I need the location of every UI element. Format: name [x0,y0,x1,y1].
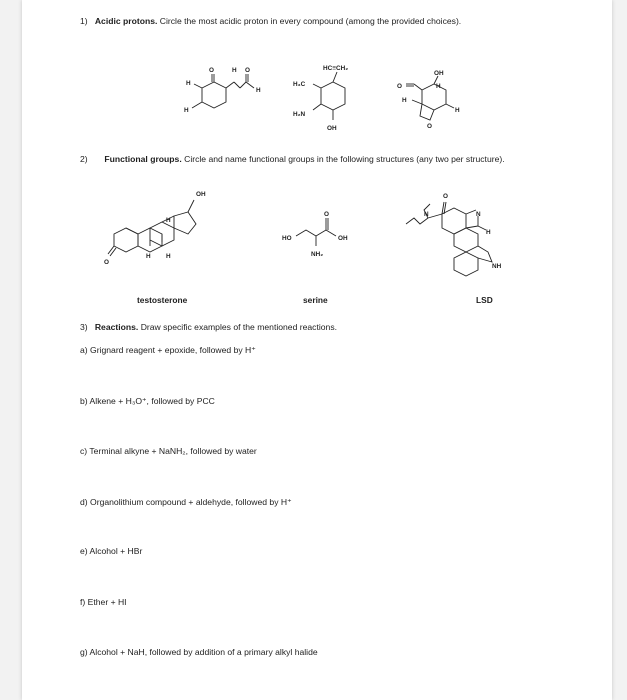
atom-oxygen: O [443,193,448,200]
backbone-bond [296,230,336,236]
bond [428,214,442,218]
atom-hydrogen: H [166,217,171,224]
question-1-text: Circle the most acidic proton in every compound (among the provided choices). [159,16,462,26]
reaction-c: c) Terminal alkyne + NaNH₂, followed by water [80,446,257,456]
question-2 [80,154,530,165]
ring-bond [422,84,446,110]
bond [234,82,240,88]
testosterone-label: testosterone [137,295,188,305]
q1-molecule-diketone [168,60,268,130]
hydroxyl-label: OH [196,191,206,198]
atom-oxygen: O [104,259,109,266]
hydroxyl-label: OH [327,125,337,132]
q1-molecule-aminocyclohexanol [285,58,375,138]
ring-a [454,252,478,276]
atom-nitrogen: N [476,211,481,218]
bond [108,246,114,254]
atom-oxygen: O [324,211,329,218]
ring-a [114,228,138,252]
question-3-text: Draw specific examples of the mentioned reactions. [140,322,338,332]
q1-molecule-bicyclic [392,64,482,134]
atom-hydrogen: H [232,67,237,74]
atom-hydrogen: H [402,97,407,104]
bond [412,100,422,104]
bond [226,82,234,88]
ring-c [454,228,478,252]
reaction-f: f) Ether + HI [80,597,127,607]
hydroxyl-label: OH [434,70,444,77]
ethyl-bond [406,218,428,224]
atom-hydrogen: H [184,107,189,114]
bond [188,200,194,212]
reaction-d: d) Organolithium compound + aldehyde, followed by H⁺ [80,497,292,507]
bond [466,210,476,214]
atom-oxygen: O [397,83,402,90]
question-2-number: 2) [80,154,88,164]
reaction-a: a) Grignard reagent + epoxide, followed by H⁺ [80,345,256,355]
q2-molecule-lsd [402,186,512,286]
question-3-number: 3) [80,322,88,332]
hydroxyl-label: HO [282,235,292,242]
lsd-label: LSD [476,295,493,305]
pyrrole-bond [478,246,492,262]
bond [110,248,116,256]
atom-hydrogen: H [256,87,261,94]
question-2-title: Functional groups. [104,154,182,164]
serine-label: serine [303,295,328,305]
question-1-title: Acidic protons. [94,16,158,26]
reaction-e: e) Alcohol + HBr [80,546,143,556]
alkyne-label: HC≡CH₂ [323,65,349,72]
bond [313,84,321,88]
reaction-b: b) Alkene + H₃O⁺, followed by PCC [80,396,215,406]
ring-d [174,212,196,234]
question-3 [80,322,337,333]
ring-oxygen: O [427,123,432,130]
atom-hydrogen: H [146,253,151,260]
bond [240,82,246,88]
question-2-text: Circle and name functional groups in the following structures (any two per structure). [184,154,505,164]
bond [414,84,422,90]
ring-bond [202,82,226,108]
reaction-g: g) Alcohol + NaH, followed by addition of a primary alkyl halide [80,647,318,657]
amine-label: H₂N [293,111,306,118]
q2-molecule-serine [282,206,372,266]
atom-oxygen: O [245,67,250,74]
bond [446,104,454,108]
bond [442,202,444,214]
atom-hydrogen: H [486,229,491,236]
atom-oxygen: O [209,67,214,74]
atom-hydrogen: H [186,80,191,87]
ring-bond [321,82,345,110]
q2-molecule-testosterone [104,182,224,272]
question-1 [80,16,540,27]
atom-hydrogen: H [455,107,460,114]
bond [194,84,202,88]
question-3-title: Reactions. [94,322,139,332]
atom-hydrogen: H [166,253,171,260]
atom-hydrogen: H [436,83,441,90]
hydroxyl-label: OH [338,235,348,242]
atom-nitrogen: N [424,211,429,218]
indole-nh-label: NH [492,263,502,270]
methyl-label: H₃C [293,81,306,88]
question-1-number: 1) [80,16,88,26]
bond [126,228,138,234]
bond [246,82,254,88]
amine-label: NH₂ [311,251,324,258]
bond [478,226,486,230]
bond [466,226,478,228]
bond [313,104,321,110]
bond [333,72,337,82]
bond [192,102,202,108]
